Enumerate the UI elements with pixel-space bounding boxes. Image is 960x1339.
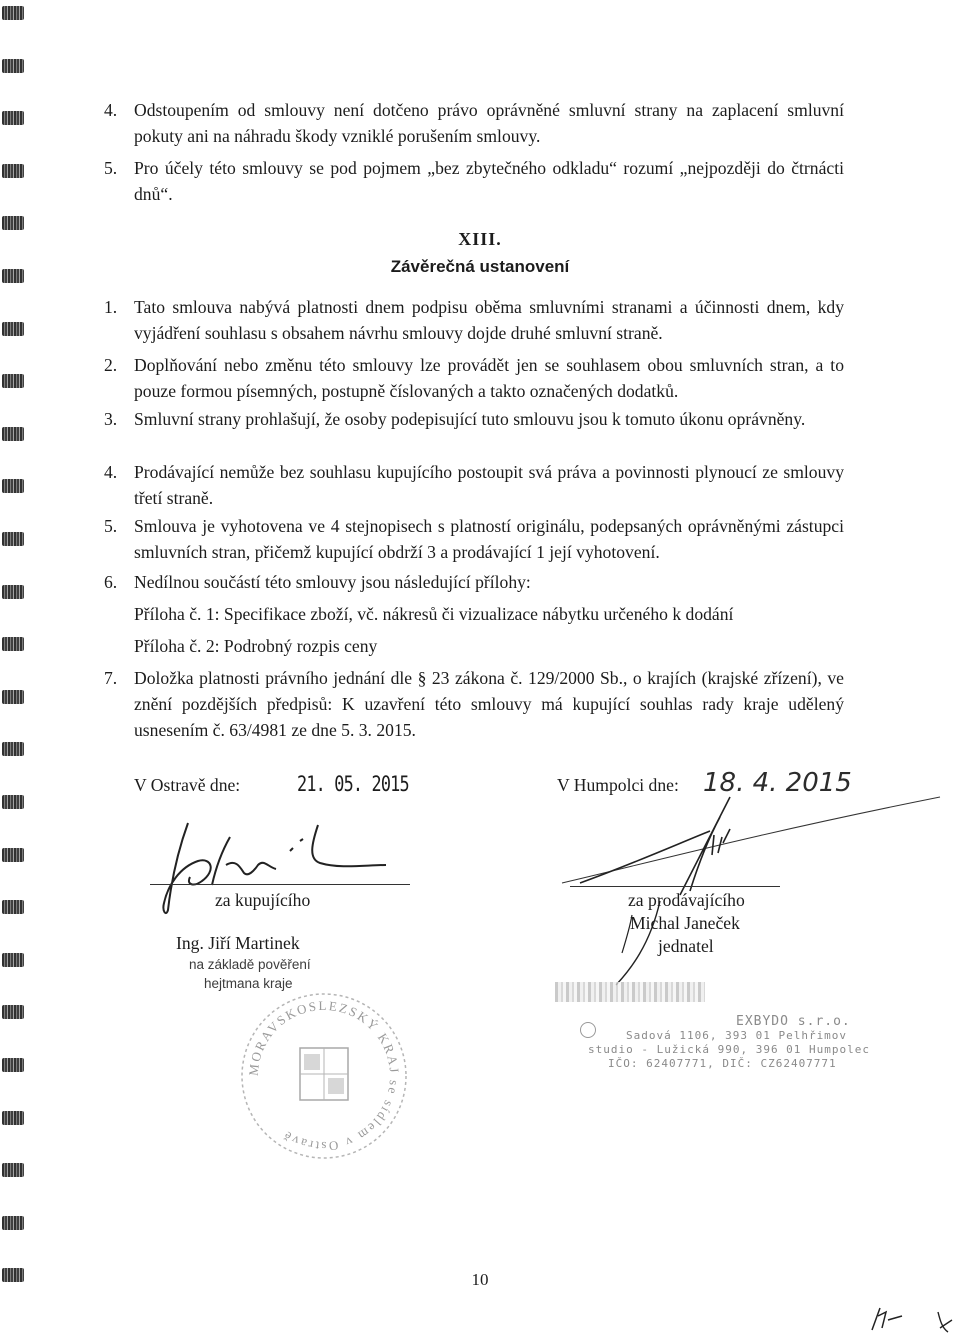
- stamp-line-1: EXBYDO s.r.o.: [736, 1014, 851, 1029]
- binding-hole: [2, 637, 24, 651]
- binding-hole: [2, 1111, 24, 1125]
- item-text: Doplňování nebo změnu této smlouvy lze provádět jen se souhlasem obou smluvních stran, a to pouze formou písemných, postupně číslovaných a takto označených dodatků.: [134, 355, 844, 401]
- page-number: 10: [471, 1270, 489, 1289]
- binding-hole: [2, 374, 24, 388]
- binding-hole: [2, 795, 24, 809]
- binding-hole: [2, 585, 24, 599]
- item-number: 2.: [104, 355, 118, 375]
- stamp-line-2: Sadová 1106, 393 01 Pelhřimov: [626, 1029, 848, 1042]
- seller-role: za prodávajícího: [628, 890, 745, 910]
- binding-hole: [2, 900, 24, 914]
- binding-hole: [2, 1058, 24, 1072]
- binding-hole: [2, 848, 24, 862]
- buyer-authority-1: na základě pověření: [189, 957, 311, 972]
- attachment-text: Příloha č. 2: Podrobný rozpis ceny: [134, 636, 378, 656]
- seal-text: MORAVSKOSLEZSKÝ KRAJ se sídlem v Ostravě: [245, 997, 403, 1155]
- seller-title: jednatel: [658, 936, 714, 956]
- binding-hole: [2, 953, 24, 967]
- seller-signature: [560, 795, 950, 995]
- item-number: 1.: [104, 297, 118, 317]
- binding-hole: [2, 164, 24, 178]
- item-text: Tato smlouva nabývá platnosti dnem podpisu oběma smluvními stranami a účinnosti dnem, kdy vyjádření souhlasu s obsahem návrhu smlouvy dojde druhé smluvní straně.: [134, 297, 844, 343]
- item-number: 4.: [104, 100, 118, 120]
- initials-mark: [868, 1302, 958, 1338]
- seller-place-label: V Humpolci dne:: [557, 775, 679, 795]
- seller-date-handwritten: 18. 4. 2015: [703, 768, 852, 798]
- list-item: [104, 97, 844, 149]
- binding-hole: [2, 1163, 24, 1177]
- buyer-signature-line: [150, 884, 410, 885]
- binding-hole: [2, 1005, 24, 1019]
- item-number: 7.: [104, 668, 118, 688]
- attachment-text: Příloha č. 1: Specifikace zboží, vč. nákresů či vizualizace nábytku určeného k dodání: [134, 604, 734, 624]
- binding-hole: [2, 6, 24, 20]
- section-number: XIII.: [458, 229, 502, 249]
- stamp-line-3: studio - Lužická 990, 396 01 Humpolec: [588, 1043, 871, 1056]
- binding-hole: [2, 59, 24, 73]
- item-text: Nedílnou součástí této smlouvy jsou následující přílohy:: [134, 572, 531, 592]
- item-text: Prodávající nemůže bez souhlasu kupujícího postoupit svá práva a povinnosti plynoucí ze smlouvy třetí straně.: [134, 462, 844, 508]
- seller-signature-line: [570, 886, 780, 887]
- binding-hole: [2, 690, 24, 704]
- seller-name: Michal Janeček: [630, 913, 740, 933]
- item-text: Odstoupením od smlouvy není dotčeno právo oprávněné smluvní strany na zaplacení smluvní pokuty ani na náhradu škody vzniklé porušením smlouvy.: [134, 100, 844, 146]
- binding-hole: [2, 742, 24, 756]
- regional-seal: [238, 990, 410, 1162]
- binding-hole: [2, 532, 24, 546]
- list-item: [104, 155, 844, 207]
- section-title: Závěrečná ustanovení: [390, 257, 570, 276]
- item-number: 3.: [104, 409, 118, 429]
- item-number: 6.: [104, 572, 118, 592]
- binding-hole: [2, 427, 24, 441]
- binding-hole: [2, 1216, 24, 1230]
- binding-hole: [2, 111, 24, 125]
- stamp-logo-icon: [580, 1022, 596, 1038]
- item-text: Doložka platnosti právního jednání dle § 23 zákona č. 129/2000 Sb., o krajích (krajské zřízení), ve znění pozdějších předpisů: K uzavření této smlouvy má kupující souhlas rady kraje udělený usnesením č. 63/4981 ze dne 5. 3. 2015.: [134, 668, 844, 740]
- stamp-line-4: IČO: 62407771, DIČ: CZ62407771: [608, 1057, 837, 1070]
- item-text: Smlouva je vyhotovena ve 4 stejnopisech s platností originálu, podepsaných oprávněnými zástupci smluvních stran, přičemž kupující obdrží 3 a prodávající 1 její vyhotovení.: [134, 516, 844, 562]
- item-number: 4.: [104, 462, 118, 482]
- item-number: 5.: [104, 516, 118, 536]
- buyer-authority-2: hejtmana kraje: [204, 976, 293, 991]
- item-text: Pro účely této smlouvy se pod pojmem „bez zbytečného odkladu“ rozumí „nejpozději do čtrnácti dnů“.: [134, 158, 844, 204]
- buyer-place-label: V Ostravě dne:: [134, 775, 241, 795]
- binding-hole: [2, 322, 24, 336]
- stamp-logo-bar: [555, 982, 705, 1002]
- buyer-date-stamp: 21. 05. 2015: [297, 772, 409, 796]
- binding-hole: [2, 479, 24, 493]
- buyer-name: Ing. Jiří Martinek: [176, 933, 300, 953]
- buyer-role: za kupujícího: [215, 890, 311, 910]
- item-number: 5.: [104, 158, 118, 178]
- item-text: Smluvní strany prohlašují, že osoby podepisující tuto smlouvu jsou k tomuto úkonu oprávněny.: [134, 409, 806, 429]
